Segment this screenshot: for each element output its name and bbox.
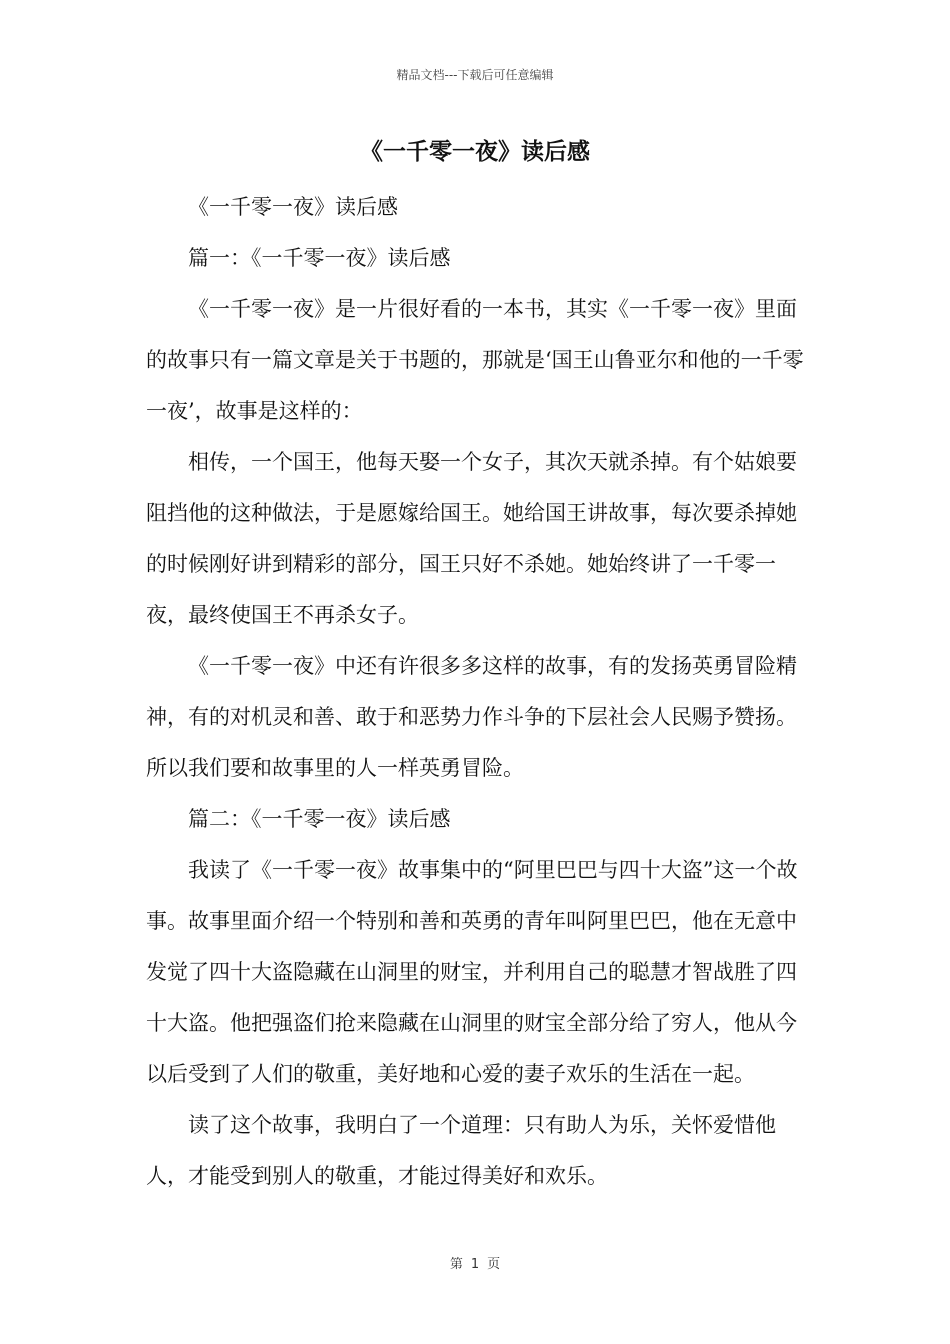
paragraph: 我读了《一千零一夜》故事集中的“阿里巴巴与四十大盗”这一个故事。故事里面介绍一个特别和善和英勇的青年叫阿里巴巴，他在无意中发觉了四十大盗隐藏在山洞里的财宝，并利用自己的聪慧才智战胜了四十大盗。他把强盗们抢来隐藏在山洞里的财宝全部分给了穷人，他从今以后受到了人们的敬重，美好地和心爱的妻子欢乐的生活在一起。	[146, 858, 798, 1086]
paragraph: 读了这个故事，我明白了一个道理：只有助人为乐，关怀爱惜他人，才能受到别人的敬重，才能过得美好和欢乐。	[146, 1113, 776, 1188]
header-note: 精品文档---下载后可任意编辑	[396, 68, 554, 82]
footer-suffix: 页	[487, 1257, 501, 1272]
paragraph: 《一千零一夜》中还有许很多多这样的故事，有的发扬英勇冒险精神，有的对机灵和善、敢于和恶势力作斗争的下层社会人民赐予赞扬。所以我们要和故事里的人一样英勇冒险。	[146, 654, 797, 780]
paragraph-section-one-heading: 篇一：《一千零一夜》读后感	[188, 246, 451, 270]
footer-prefix: 第	[449, 1257, 463, 1272]
paragraph-section-two-heading: 篇二：《一千零一夜》读后感	[188, 807, 451, 831]
document-title: 《一千零一夜》读后感	[360, 139, 590, 165]
paragraph: 《一千零一夜》是一片很好看的一本书，其实《一千零一夜》里面的故事只有一篇文章是关于书题的，那就是‘国王山鲁亚尔和他的一千零一夜’，故事是这样的：	[146, 297, 804, 423]
document-body	[146, 182, 810, 1202]
paragraph: 相传，一个国王，他每天娶一个女子，其次天就杀掉。有个姑娘要阻挡他的这种做法，于是愿嫁给国王。她给国王讲故事，每次要杀掉她的时候刚好讲到精彩的部分，国王只好不杀她。她始终讲了一千零一夜，最终使国王不再杀女子。	[146, 450, 797, 627]
page-number: 1	[470, 1257, 480, 1272]
paragraph-subtitle: 《一千零一夜》读后感	[188, 195, 398, 219]
page-footer	[0, 1253, 950, 1272]
